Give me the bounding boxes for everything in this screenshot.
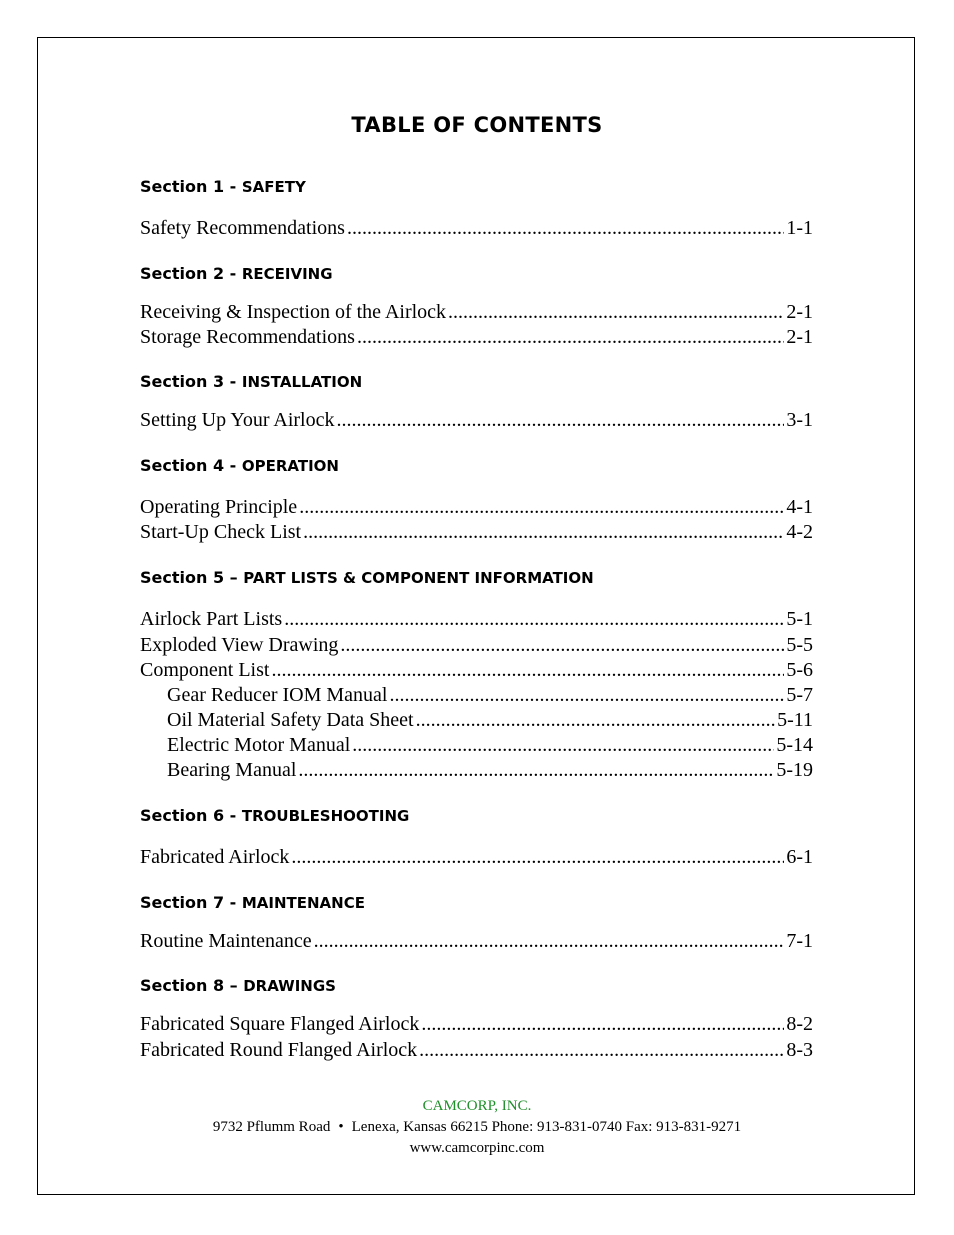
leader-dots [421, 1013, 784, 1036]
entry-label: Start-Up Check List [140, 521, 302, 543]
toc-subentry[interactable] [167, 709, 813, 734]
entry-page: 5-7 [786, 684, 813, 706]
section-name: TROUBLESHOOTING [241, 807, 410, 825]
toc-subentry[interactable] [167, 759, 813, 784]
entry-page: 5-6 [786, 659, 813, 681]
leader-dots [448, 301, 784, 324]
entry-label: Gear Reducer IOM Manual [167, 684, 388, 706]
entry-label: Bearing Manual [167, 759, 297, 781]
entry-label: Electric Motor Manual [167, 734, 351, 756]
section-3-heading [140, 372, 362, 391]
leader-dots [298, 759, 774, 782]
section-prefix: Section 7 - [140, 893, 242, 912]
toc-entry[interactable] [140, 659, 813, 684]
leader-dots [357, 326, 784, 349]
section-8-heading [140, 976, 336, 995]
leader-dots [271, 659, 784, 682]
section-2-heading [140, 264, 333, 283]
entry-page: 5-14 [776, 734, 813, 756]
entry-label: Airlock Part Lists [140, 608, 283, 630]
footer-street: 9732 Pflumm Road [212, 1119, 331, 1135]
entry-label: Component List [140, 659, 270, 681]
page-title: TABLE OF CONTENTS [351, 113, 603, 137]
toc-entry[interactable] [140, 1013, 813, 1038]
section-name: OPERATION [241, 457, 339, 475]
leader-dots [336, 409, 784, 432]
leader-dots [352, 734, 774, 757]
leader-dots [284, 608, 784, 631]
footer-city-phone: Lenexa, Kansas 66215 Phone: 913-831-0740 Fax: 913-831-9271 [351, 1119, 742, 1135]
section-prefix: Section 6 - [140, 806, 242, 825]
toc-entry[interactable] [140, 496, 813, 521]
entry-page: 8-3 [786, 1039, 813, 1061]
entry-page: 5-11 [777, 709, 813, 731]
entry-page: 4-2 [786, 521, 813, 543]
toc-entry[interactable] [140, 1039, 813, 1064]
entry-label: Operating Principle [140, 496, 298, 518]
entry-label: Oil Material Safety Data Sheet [167, 709, 414, 731]
leader-dots [340, 634, 784, 657]
entry-page: 6-1 [786, 846, 813, 868]
section-6-heading [140, 806, 409, 825]
toc-entry[interactable] [140, 846, 813, 871]
section-prefix: Section 1 - [140, 177, 242, 196]
leader-dots [314, 930, 785, 953]
leader-dots [347, 217, 784, 240]
section-prefix: Section 3 - [140, 372, 242, 391]
leader-dots [389, 684, 784, 707]
section-1-heading [140, 177, 306, 196]
entry-label: Fabricated Airlock [140, 846, 290, 868]
entry-label: Safety Recommendations [140, 217, 345, 239]
entry-label: Storage Recommendations [140, 326, 355, 348]
leader-dots [291, 846, 784, 869]
section-name: MAINTENANCE [241, 894, 365, 912]
entry-page: 2-1 [786, 301, 813, 323]
footer-company: CAMCORP, INC. [422, 1098, 532, 1114]
toc-entry[interactable] [140, 634, 813, 659]
leader-dots [419, 1039, 784, 1062]
section-name: PART LISTS & COMPONENT INFORMATION [243, 569, 594, 587]
bullet-icon: • [338, 1119, 344, 1135]
entry-page: 8-2 [786, 1013, 813, 1035]
entry-page: 7-1 [786, 930, 813, 952]
section-name: RECEIVING [241, 265, 333, 283]
toc-subentry[interactable] [167, 734, 813, 759]
toc-entry[interactable] [140, 608, 813, 633]
entry-page: 4-1 [786, 496, 813, 518]
section-prefix: Section 5 – [140, 568, 244, 587]
leader-dots [416, 709, 775, 732]
toc-entry[interactable] [140, 326, 813, 351]
entry-page: 2-1 [786, 326, 813, 348]
entry-page: 5-19 [776, 759, 813, 781]
entry-page: 1-1 [786, 217, 813, 239]
leader-dots [303, 521, 784, 544]
entry-page: 5-1 [786, 608, 813, 630]
footer-address [0, 1119, 954, 1136]
footer-website[interactable]: www.camcorpinc.com [409, 1140, 545, 1156]
toc-entry[interactable] [140, 409, 813, 434]
entry-page: 5-5 [786, 634, 813, 656]
section-4-heading [140, 456, 339, 475]
entry-label: Exploded View Drawing [140, 634, 339, 656]
section-prefix: Section 4 - [140, 456, 242, 475]
entry-label: Fabricated Square Flanged Airlock [140, 1013, 420, 1035]
section-5-heading [140, 568, 594, 587]
toc-entry[interactable] [140, 521, 813, 546]
section-prefix: Section 2 - [140, 264, 242, 283]
section-name: SAFETY [241, 178, 306, 196]
section-name: INSTALLATION [241, 373, 363, 391]
entry-label: Receiving & Inspection of the Airlock [140, 301, 447, 323]
entry-label: Setting Up Your Airlock [140, 409, 335, 431]
toc-entry[interactable] [140, 930, 813, 955]
entry-label: Routine Maintenance [140, 930, 312, 952]
toc-entry[interactable] [140, 217, 813, 242]
section-7-heading [140, 893, 365, 912]
section-prefix: Section 8 – [140, 976, 244, 995]
section-name: DRAWINGS [243, 977, 336, 995]
entry-page: 3-1 [786, 409, 813, 431]
leader-dots [299, 496, 784, 519]
entry-label: Fabricated Round Flanged Airlock [140, 1039, 418, 1061]
toc-subentry[interactable] [167, 684, 813, 709]
toc-entry[interactable] [140, 301, 813, 326]
